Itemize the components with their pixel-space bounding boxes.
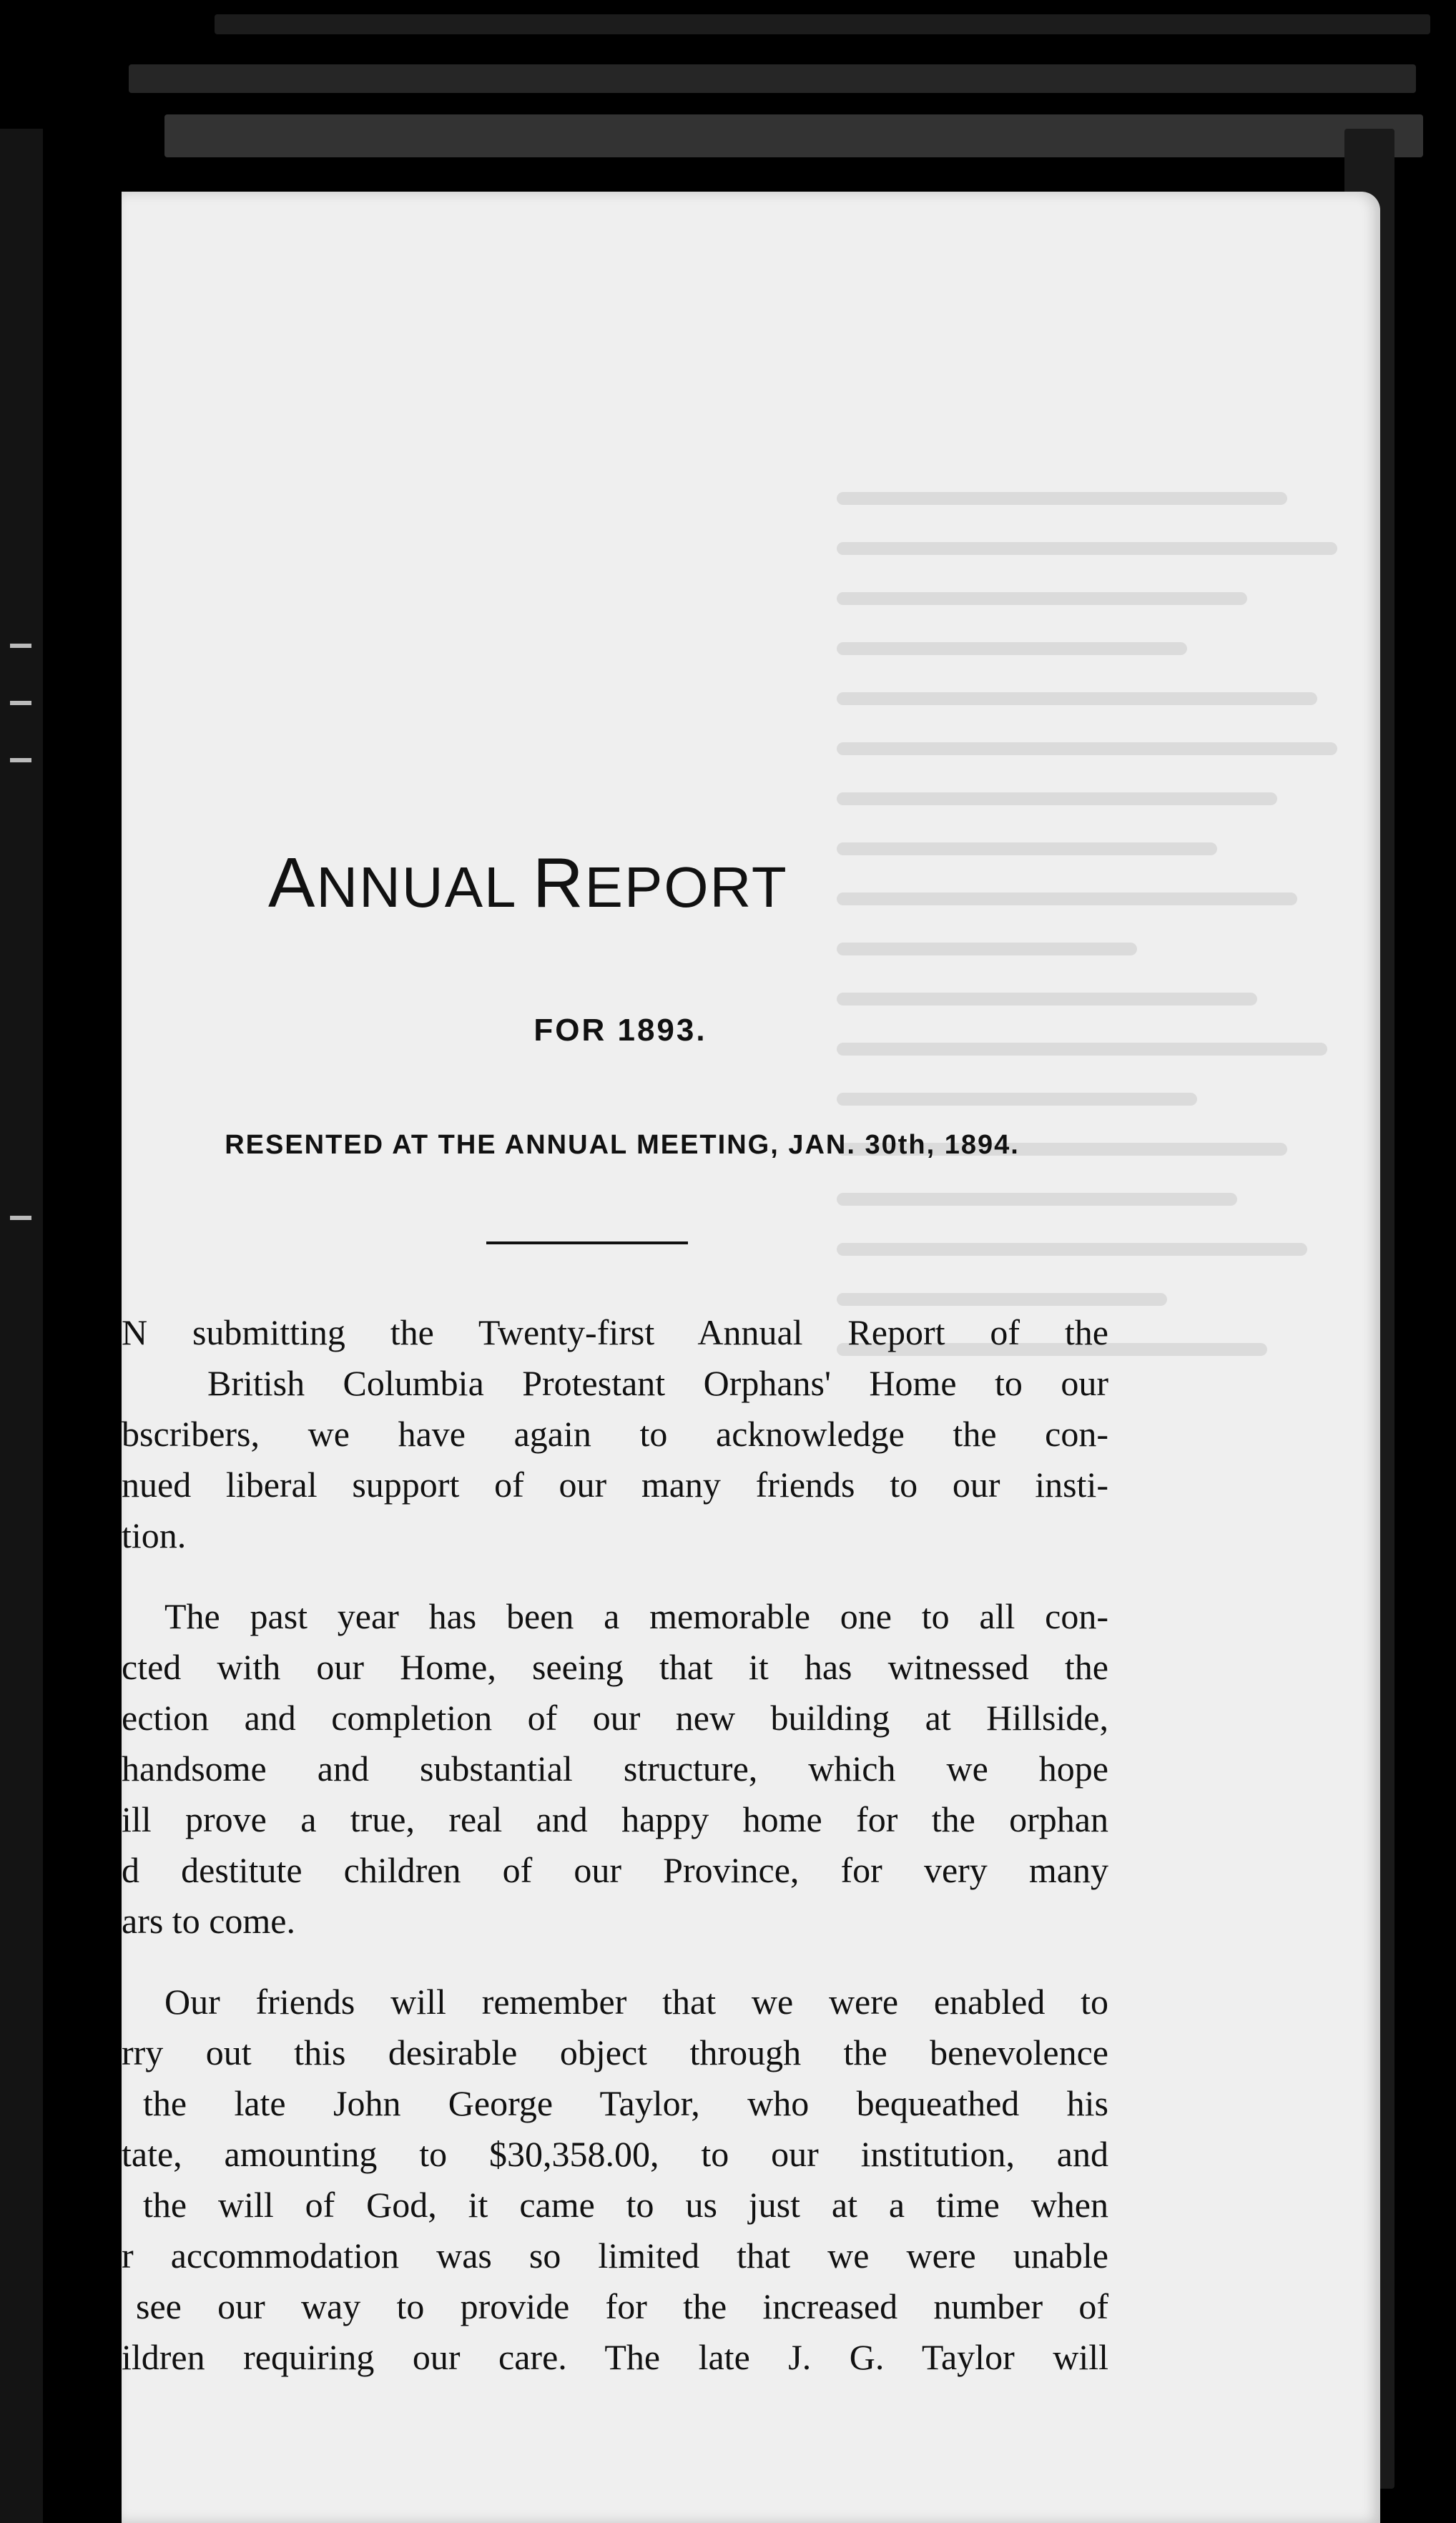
text-line: ars to come. — [122, 1901, 295, 1941]
page-edge — [129, 64, 1416, 93]
text-line: ill prove a true, real and happy home for the orphan — [122, 1799, 1108, 1839]
text-line: handsome and substantial structure, which we hope — [122, 1749, 1108, 1789]
document-page — [122, 192, 1380, 2523]
text-line: rry out this desirable object through the benevolence — [122, 2032, 1108, 2072]
text-line: tate, amounting to $30,358.00, to our institution, and — [122, 2134, 1108, 2174]
text-line: tion. — [122, 1515, 187, 1555]
text-line: N submitting the Twenty-first Annual Report of the — [122, 1312, 1108, 1352]
text-line: the will of God, it came to us just at a time when — [143, 2185, 1108, 2225]
binding-mark — [10, 758, 31, 762]
bleed-through-text — [837, 492, 1337, 1436]
title-initial: A — [268, 843, 317, 922]
text-line: nued liberal support of our many friends to our insti- — [122, 1465, 1108, 1505]
report-title — [268, 842, 1055, 923]
title-word-2: EPORT — [584, 855, 788, 919]
presented-line: RESENTED AT THE ANNUAL MEETING, JAN. 30th, 1894. — [225, 1130, 1020, 1160]
paragraph — [122, 1591, 1108, 1947]
text-line: r accommodation was so limited that we were unable — [122, 2236, 1108, 2276]
text-line: bscribers, we have again to acknowledge the con- — [122, 1414, 1108, 1454]
paragraph — [122, 1307, 1108, 1561]
divider-rule — [486, 1241, 688, 1244]
text-line: cted with our Home, seeing that it has witnessed the — [122, 1647, 1108, 1687]
binding-strip — [0, 129, 43, 2523]
paragraph — [122, 1977, 1108, 2383]
binding-mark — [10, 644, 31, 648]
text-line: Our friends will remember that we were enabled to — [164, 1982, 1108, 2022]
text-line: British Columbia Protestant Orphans' Home to our — [207, 1363, 1108, 1403]
report-body — [122, 1307, 1108, 2413]
title-word-1: NNUAL — [316, 855, 533, 919]
page-edge — [215, 14, 1430, 34]
text-line: the late John George Taylor, who bequeathed his — [143, 2083, 1108, 2123]
text-line: ildren requiring our care. The late J. G. Taylor will — [122, 2337, 1108, 2377]
binding-mark — [10, 701, 31, 705]
text-line: d destitute children of our Province, for very many — [122, 1850, 1108, 1890]
text-line: The past year has been a memorable one to all con- — [164, 1596, 1108, 1636]
page-edge — [164, 114, 1423, 157]
report-year: FOR 1893. — [533, 1013, 707, 1048]
binding-mark — [10, 1216, 31, 1220]
title-initial: R — [532, 843, 585, 922]
text-line: ection and completion of our new building at Hillside, — [122, 1698, 1108, 1738]
text-line: see our way to provide for the increased number of — [136, 2286, 1108, 2326]
